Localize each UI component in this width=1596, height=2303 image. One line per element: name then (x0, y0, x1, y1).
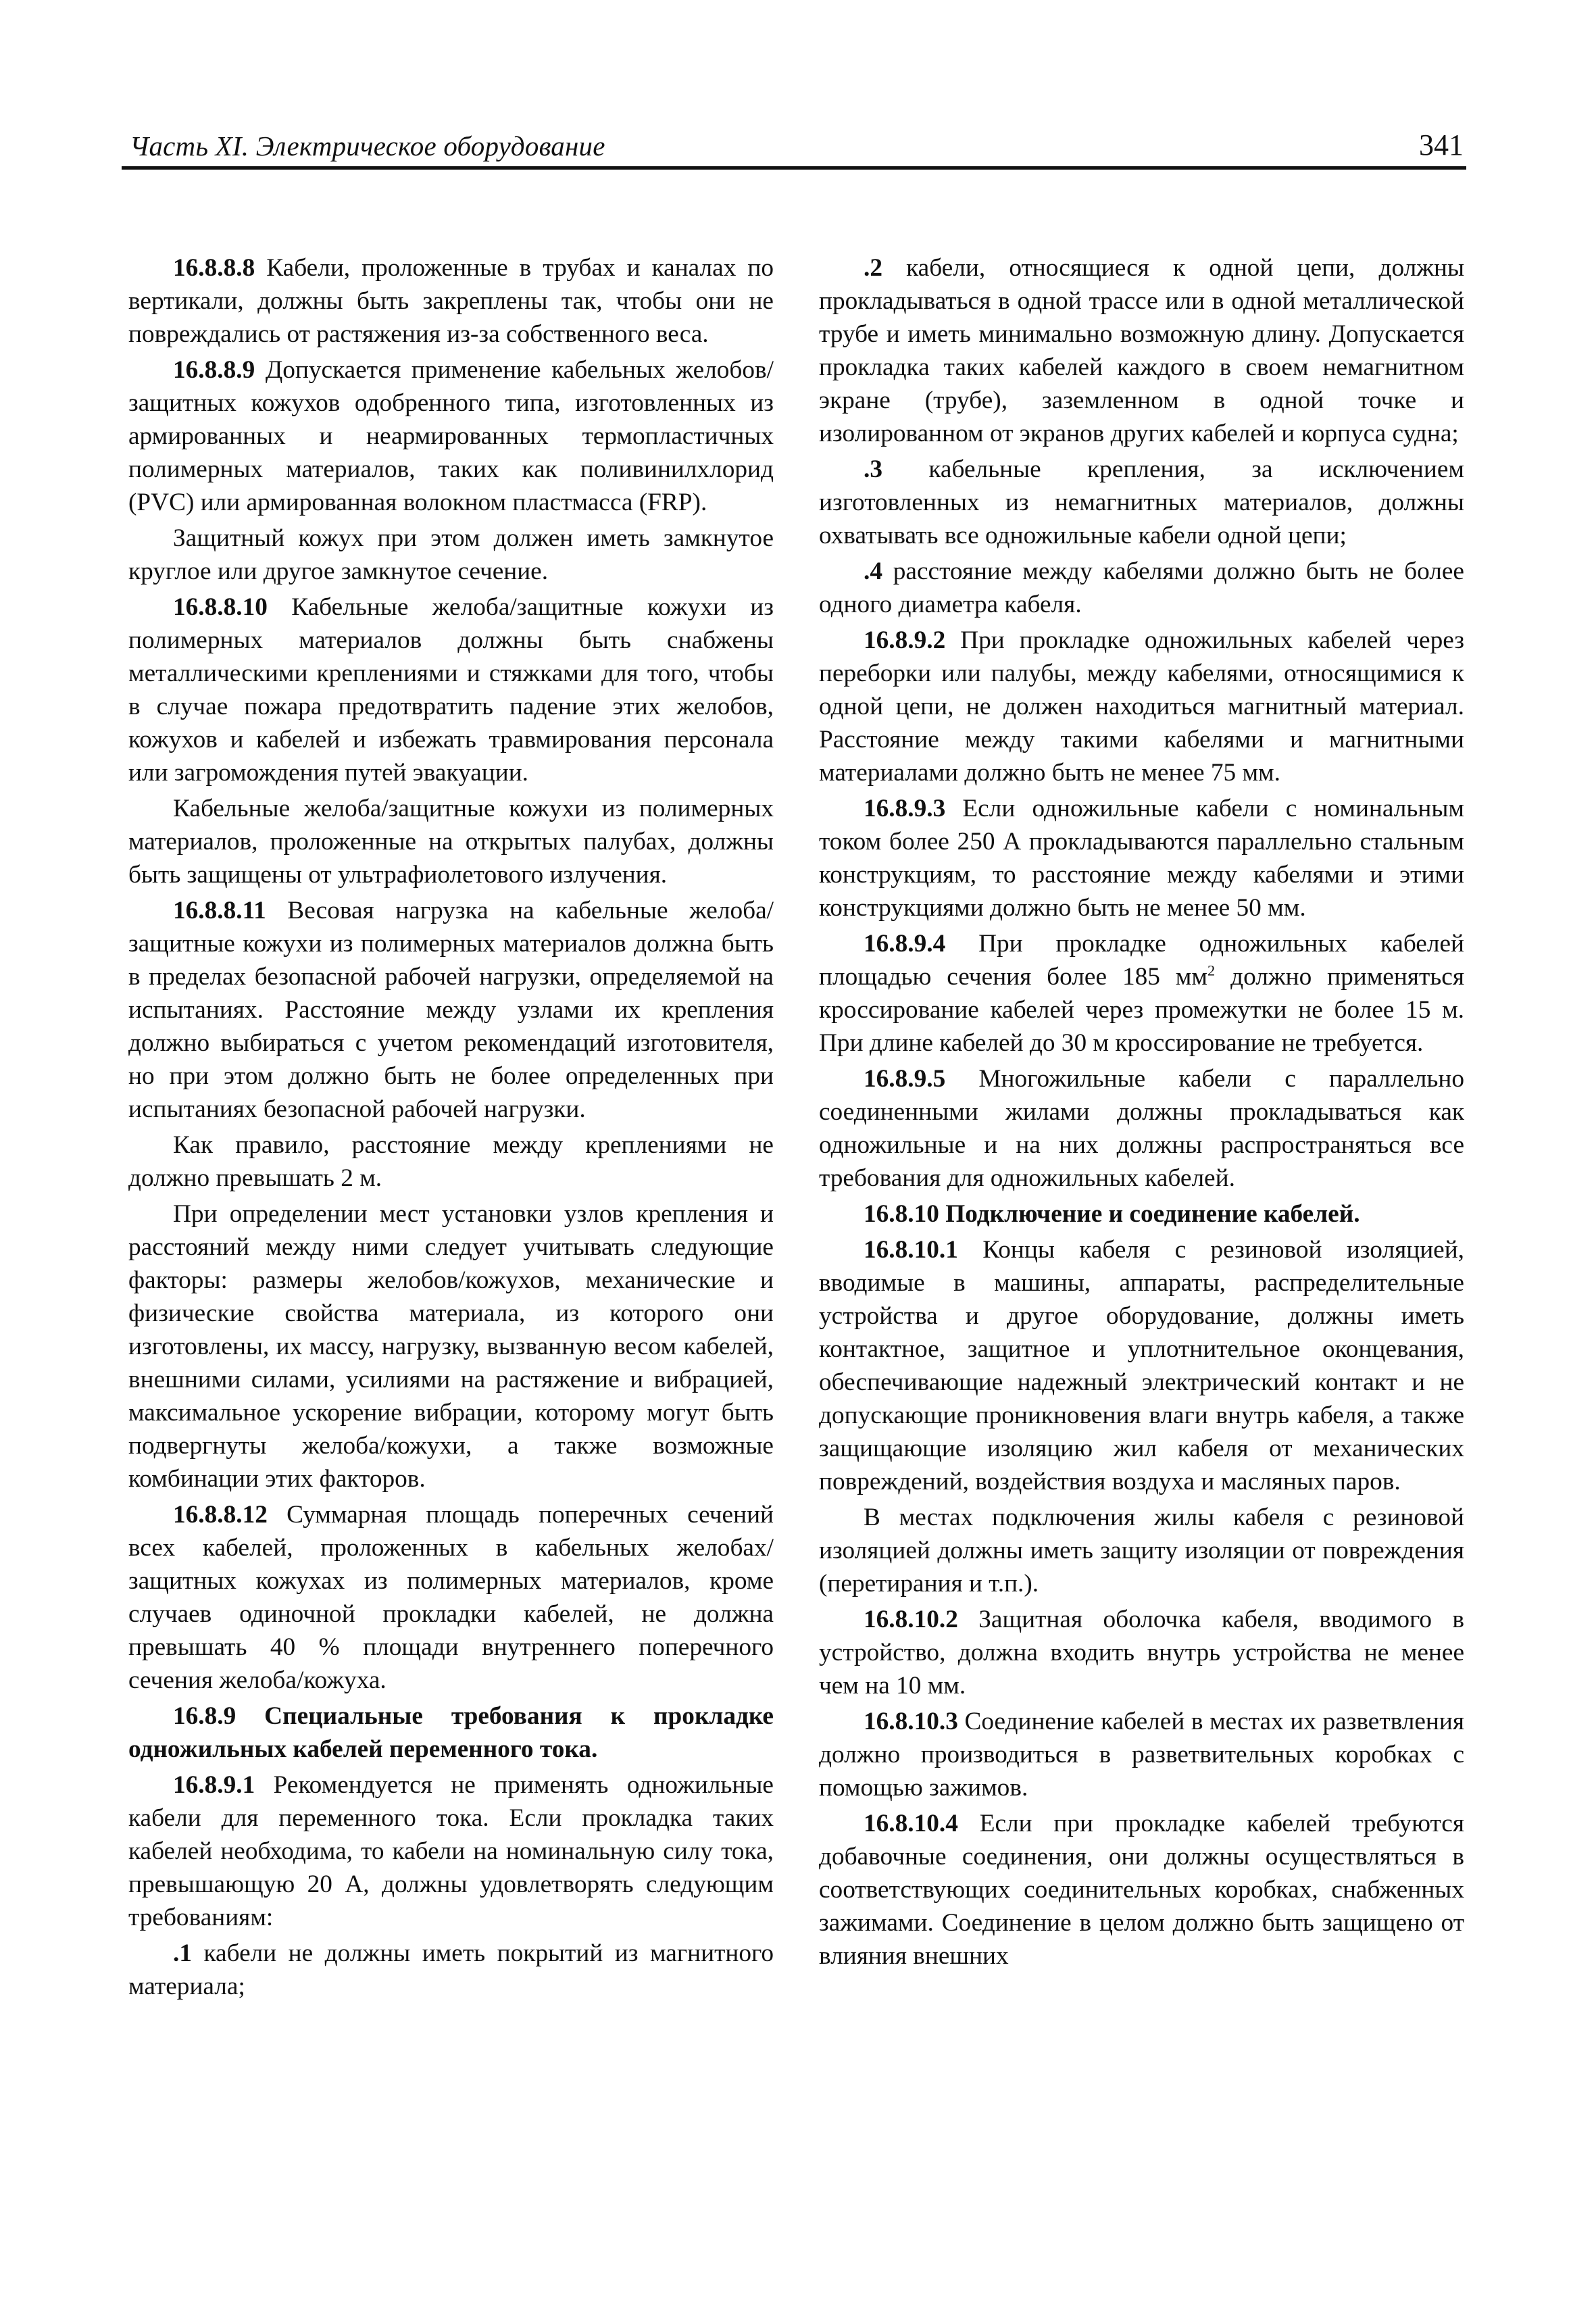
paragraph (128, 1498, 774, 1697)
paragraph (128, 1129, 774, 1195)
paragraph-text: При прокладке одножильных кабелей через переборки или палубы, между кабелями, относящимися к одной цепи, не должен находиться магнитный материал. Расстояние между такими кабелями и магнитными материалами должно быть не менее 75 мм. (819, 626, 1464, 787)
paragraph (128, 1197, 774, 1495)
paragraph (128, 591, 774, 789)
clause-number: 16.8.9.3 (864, 795, 946, 822)
page-number: 341 (1419, 128, 1464, 162)
paragraph-text: кабели, относящиеся к одной цепи, должны прокладываться в одной трассе или в одной металлической трубе и иметь минимально возможную длину. Допускается прокладка таких кабелей каждого в своем немагнитном экране (трубе), заземленном в одной точке и изолированном от экранов других кабелей и корпуса судна; (819, 254, 1464, 447)
paragraph (128, 1768, 774, 1934)
paragraph (819, 1501, 1464, 1600)
paragraph-text: Защитный кожух при этом должен иметь замкнутое круглое или другое замкнутое сечение. (128, 524, 774, 585)
paragraph-text: Соединение кабелей в местах их разветвления должно производиться в разветвительных коробках с помощью зажимов. (819, 1708, 1464, 1802)
paragraph-text: При прокладке одножильных кабелей площадью сечения более 185 мм (819, 930, 1464, 991)
paragraph-text: кабельные крепления, за исключением изготовленных из немагнитных материалов, должны охватывать все одножильные кабели одной цепи; (819, 455, 1464, 549)
paragraph-text: При определении мест установки узлов крепления и расстояний между ними следует учитывать следующие факторы: размеры желобов/кожухов, механические и физические свойства материала, из которого они изготовлены, их массу, нагрузку, вызванную весом кабелей, внешними силами, усилиями на растяжение и вибрацией, максимальное ускорение вибрации, которому могут быть подвергнуты желоба/кожухи, а также возможные комбинации этих факторов. (128, 1200, 774, 1493)
clause-number: 16.8.8.11 (173, 897, 266, 924)
paragraph-text: Защитная оболочка кабеля, вводимого в устройство, должна входить внутрь устройства не менее чем на 10 мм. (819, 1606, 1464, 1700)
clause-number: 16.8.10.1 (864, 1236, 958, 1264)
paragraph-text: Весовая нагрузка на кабельные желоба/защитные кожухи из полимерных материалов должна быть в пределах безопасной рабочей нагрузки, определяемой на испытаниях. Расстояние между узлами их крепления должно выбираться с учетом рекомендаций изготовителя, но при этом должно быть не более определенных при испытаниях безопасной рабочей нагрузки. (128, 897, 774, 1123)
paragraph-text: Если при прокладке кабелей требуются добавочные соединения, они должны осуществляться в соответствующих соединительных коробках, снабженных зажимами. Соединение в целом должно быть защищено от влияния внешних (819, 1810, 1464, 1970)
clause-number: 16.8.10.4 (864, 1810, 958, 1837)
paragraph-text: Концы кабеля с резиновой изоляцией, вводимые в машины, аппараты, распределительные устройства и другое оборудование, должны иметь контактное, защитное и уплотнительное оконцевания, обеспечивающие надежный электрический контакт и не допускающие проникновения влаги внутрь кабеля, а также защищающие изоляцию жил кабеля от механических повреждений, воздействия воздуха и масляных паров. (819, 1236, 1464, 1495)
header-title: Часть XI. Электрическое оборудование (130, 130, 605, 162)
paragraph-text-continued: должно применяться кроссирование кабелей через промежутки не более 15 м. При длине кабелей до 30 м кроссирование не требуется. (819, 963, 1464, 1057)
paragraph (819, 1807, 1464, 1973)
paragraph-text: кабели не должны иметь покрытий из магнитного материала; (128, 1939, 774, 2000)
header-rule (122, 166, 1466, 170)
paragraph-text: Кабельные желоба/защитные кожухи из полимерных материалов должны быть снабжены металлическими креплениями и стяжками для того, чтобы в случае пожара предотвратить падение этих желобов, кожухов и кабелей и избежать травмирования персонала или загромождения путей эвакуации. (128, 593, 774, 787)
clause-number: 16.8.10.2 (864, 1606, 958, 1633)
paragraph (819, 624, 1464, 789)
left-column (128, 251, 774, 2003)
paragraph (128, 522, 774, 588)
paragraph-text: Допускается применение кабельных желобов/защитных кожухов одобренного типа, изготовленных из армированных и неармированных термопластичных полимерных материалов, таких как поливинилхлорид (PVC) или армированная волокном пластмасса (FRP). (128, 356, 774, 516)
clause-number: 16.8.9.2 (864, 626, 946, 654)
item-number: .2 (864, 254, 882, 282)
paragraph (819, 927, 1464, 1060)
clause-number: 16.8.9.5 (864, 1065, 946, 1093)
item-number: .1 (173, 1939, 192, 1967)
paragraph-text: Многожильные кабели с параллельно соединенными жилами должны прокладываться как одножильные и на них должны распространяться все требования для одножильных кабелей. (819, 1065, 1464, 1192)
paragraph-text: Рекомендуется не применять одножильные кабели для переменного тока. Если прокладка таких кабелей необходима, то кабели на номинальную силу тока, превышающую 20 А, должны удовлетворять следующим требованиям: (128, 1771, 774, 1931)
paragraph (128, 792, 774, 891)
clause-number: 16.8.8.12 (173, 1501, 268, 1529)
item-number: .3 (864, 455, 882, 483)
superscript: 2 (1207, 962, 1216, 979)
paragraph-text: Суммарная площадь поперечных сечений всех кабелей, проложенных в кабельных желобах/защитных кожухах из полимерных материалов, кроме случаев одиночной прокладки кабелей, не должна превышать 40 % площади внутреннего поперечного сечения желоба/кожуха. (128, 1501, 774, 1694)
paragraph (128, 353, 774, 519)
clause-number: 16.8.8.10 (173, 593, 268, 621)
paragraph (819, 792, 1464, 924)
paragraph (128, 894, 774, 1126)
clause-number: 16.8.9.1 (173, 1771, 255, 1799)
right-column (819, 251, 1464, 1973)
paragraph-text: Как правило, расстояние между креплениями не должно превышать 2 м. (128, 1131, 774, 1192)
clause-number: 16.8.8.9 (173, 356, 255, 384)
paragraph (819, 1062, 1464, 1195)
paragraph (819, 1603, 1464, 1702)
paragraph (819, 1705, 1464, 1804)
page-header (122, 128, 1466, 166)
item-number: .4 (864, 558, 882, 585)
paragraph (819, 1233, 1464, 1498)
paragraph (128, 251, 774, 351)
clause-number: 16.8.9.4 (864, 930, 946, 958)
section-heading: 16.8.10 Подключение и соединение кабелей. (864, 1200, 1360, 1228)
list-item (819, 453, 1464, 552)
paragraph-text: Кабели, проложенные в трубах и каналах по вертикали, должны быть закреплены так, чтобы они не повреждались от растяжения из-за собственного веса. (128, 254, 774, 348)
paragraph-text: Если одножильные кабели с номинальным током более 250 А прокладываются параллельно стальным конструкциям, то расстояние между кабелями и этими конструкциями должно быть не менее 50 мм. (819, 795, 1464, 922)
paragraph-text: расстояние между кабелями должно быть не более одного диаметра кабеля. (819, 558, 1464, 618)
clause-number: 16.8.10.3 (864, 1708, 958, 1735)
list-item (819, 251, 1464, 450)
list-item (819, 555, 1464, 621)
paragraph-text: Кабельные желоба/защитные кожухи из полимерных материалов, проложенные на открытых палубах, должны быть защищены от ультрафиолетового излучения. (128, 795, 774, 889)
paragraph-text: В местах подключения жилы кабеля с резиновой изоляцией должны иметь защиту изоляции от повреждения (перетирания и т.п.). (819, 1504, 1464, 1598)
list-item (128, 1937, 774, 2003)
clause-number: 16.8.8.8 (173, 254, 255, 282)
section-heading: 16.8.9 Специальные требования к прокладке одножильных кабелей переменного тока. (128, 1702, 774, 1763)
